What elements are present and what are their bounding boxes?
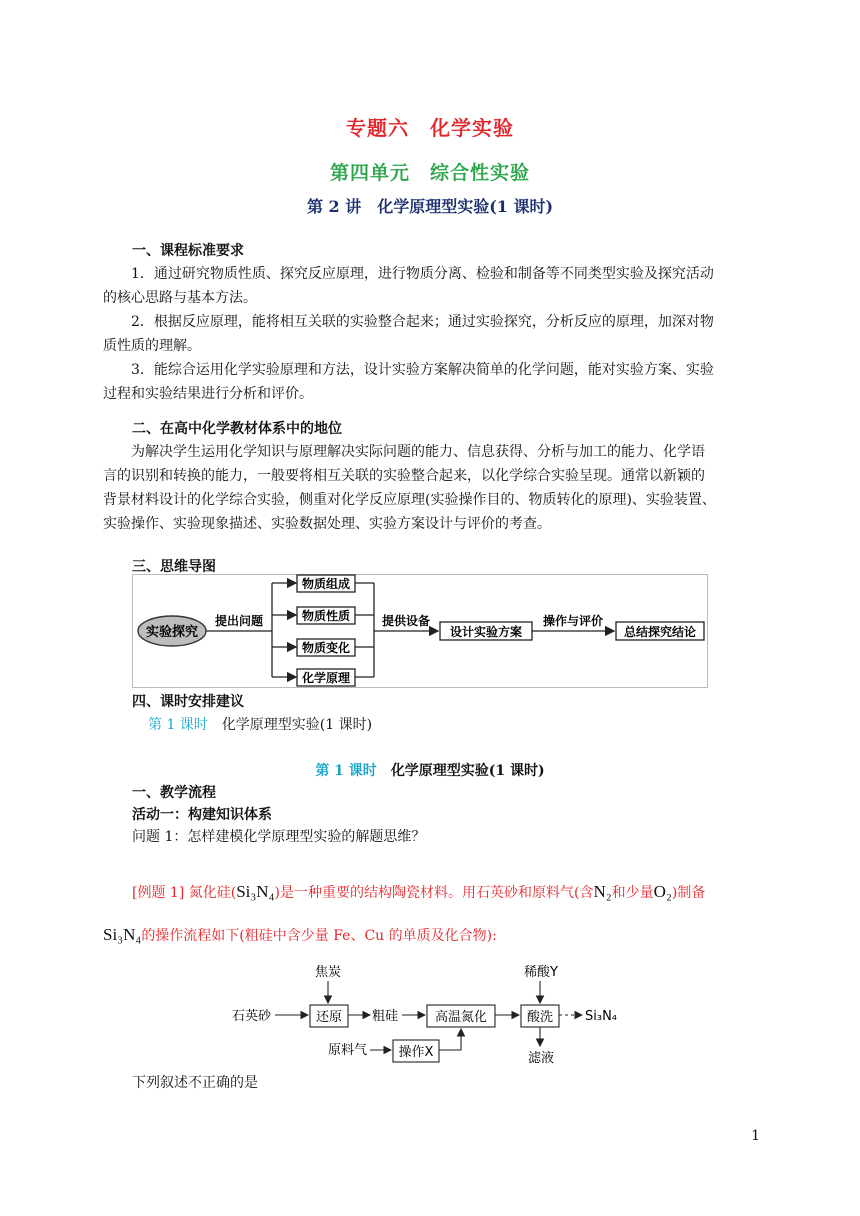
example-line1 xyxy=(132,882,705,902)
example-line2 xyxy=(103,925,497,945)
example-text-e: 的操作流程如下(粗硅中含少量 Fe、Cu 的单质及化合物): xyxy=(141,928,497,944)
filtrate-label: 滤液 xyxy=(527,1051,555,1066)
edge-2-label: 提供设备 xyxy=(381,614,431,628)
reduce-label: 还原 xyxy=(315,1010,343,1025)
formula-n2: N₂ xyxy=(593,882,612,901)
position-line2: 言的识别和转换的能力，一般要将相互关联的实验整合起来，以化学综合实验呈现。通常以新颖的 xyxy=(103,468,705,484)
req1-line1: 1．通过研究物质性质、探究反应原理，进行物质分离、检验和制备等不同类型实验及探究活动 xyxy=(131,266,714,282)
example-text-a: 氮化硅( xyxy=(188,885,237,901)
start-node-label: 实验探究 xyxy=(145,625,199,640)
branch-change-label: 物质变化 xyxy=(301,641,351,655)
req3-line2: 过程和实验结果进行分析和评价。 xyxy=(103,386,313,402)
position-line3: 背景材料设计的化学综合实验，侧重对化学反应原理(实验操作目的、物质转化的原理)、实验装置、 xyxy=(103,492,716,508)
wash-label: 酸洗 xyxy=(526,1010,554,1025)
section4-heading: 四、课时安排建议 xyxy=(132,694,244,710)
product-label: Si₃N₄ xyxy=(585,1009,618,1024)
req2-line2: 质性质的理解。 xyxy=(103,338,201,354)
section2-body xyxy=(103,440,758,536)
formula-si3n4-2: Si₃N₄ xyxy=(103,925,142,944)
req2-line1: 2．根据反应原理，能将相互关联的实验整合起来；通过实验探究，分析反应的原理，加深对物 xyxy=(131,314,714,330)
branch-composition-label: 物质组成 xyxy=(301,577,351,591)
branch-principle-label: 化学原理 xyxy=(301,671,351,685)
lesson-plan-name: 化学原理型实验(1 课时) xyxy=(221,717,373,733)
lesson-title-number: 第 1 课时 xyxy=(315,763,377,779)
position-line4: 实验操作、实验现象描述、实验数据处理、实验方案设计与评价的考查。 xyxy=(103,516,551,532)
lesson-plan-number: 第 1 课时 xyxy=(148,717,208,733)
question-statement: 下列叙述不正确的是 xyxy=(132,1075,258,1091)
edge-3-label: 操作与评价 xyxy=(542,614,604,628)
position-line1: 为解决学生运用化学知识与原理解决实际问题的能力、信息获得、分析与加工的能力、化学语 xyxy=(131,444,705,460)
formula-o2: O₂ xyxy=(653,882,672,901)
req3-line1: 3．能综合运用化学实验原理和方法，设计实验方案解决简单的化学问题，能对实验方案、实验 xyxy=(131,362,714,378)
question-1: 问题 1：怎样建模化学原理型实验的解题思维？ xyxy=(132,829,426,845)
process-flow xyxy=(232,958,632,1070)
example-text-b: )是一种重要的结构陶瓷材料。用石英砂和原料气(含 xyxy=(274,885,594,901)
unit-title: 第四单元 综合性实验 xyxy=(329,162,530,184)
lecture-title: 第 2 讲 化学原理型实验(1 课时) xyxy=(306,197,554,216)
lesson-title-name: 化学原理型实验(1 课时) xyxy=(390,763,545,779)
section2-heading: 二、在高中化学教材体系中的地位 xyxy=(132,421,342,437)
quartz-label: 石英砂 xyxy=(232,1009,272,1024)
op-x-label: 操作X xyxy=(398,1045,434,1060)
formula-si3n4: Si₃N₄ xyxy=(236,882,275,901)
end-node-label: 总结探究结论 xyxy=(623,625,697,639)
section1-body xyxy=(103,262,758,406)
example-text-d: )制备 xyxy=(671,885,706,901)
nitride-label: 高温氮化 xyxy=(434,1010,488,1025)
topic-title: 专题六 化学实验 xyxy=(346,116,514,140)
section1-heading: 一、课程标准要求 xyxy=(132,243,244,259)
acid-label: 稀酸Y xyxy=(524,965,558,980)
coke-label: 焦炭 xyxy=(314,965,342,980)
lesson-plan-line xyxy=(148,714,372,734)
example-text-c: 和少量 xyxy=(611,885,654,901)
design-node-label: 设计实验方案 xyxy=(449,625,523,639)
page-number: 1 xyxy=(751,1128,760,1144)
activity-heading: 活动一：构建知识体系 xyxy=(132,807,272,823)
branch-property-label: 物质性质 xyxy=(301,609,351,623)
example-tag: [例题 1] xyxy=(132,885,185,901)
edge-1-label: 提出问题 xyxy=(214,614,264,628)
mind-map xyxy=(132,574,708,688)
req1-line2: 的核心思路与基本方法。 xyxy=(103,290,257,306)
crude-si-label: 粗硅 xyxy=(372,1009,399,1024)
teaching-flow-heading: 一、教学流程 xyxy=(132,785,216,801)
section3-heading: 三、思维导图 xyxy=(132,559,216,575)
lesson-title xyxy=(0,760,860,780)
feed-gas-label: 原料气 xyxy=(328,1043,368,1058)
